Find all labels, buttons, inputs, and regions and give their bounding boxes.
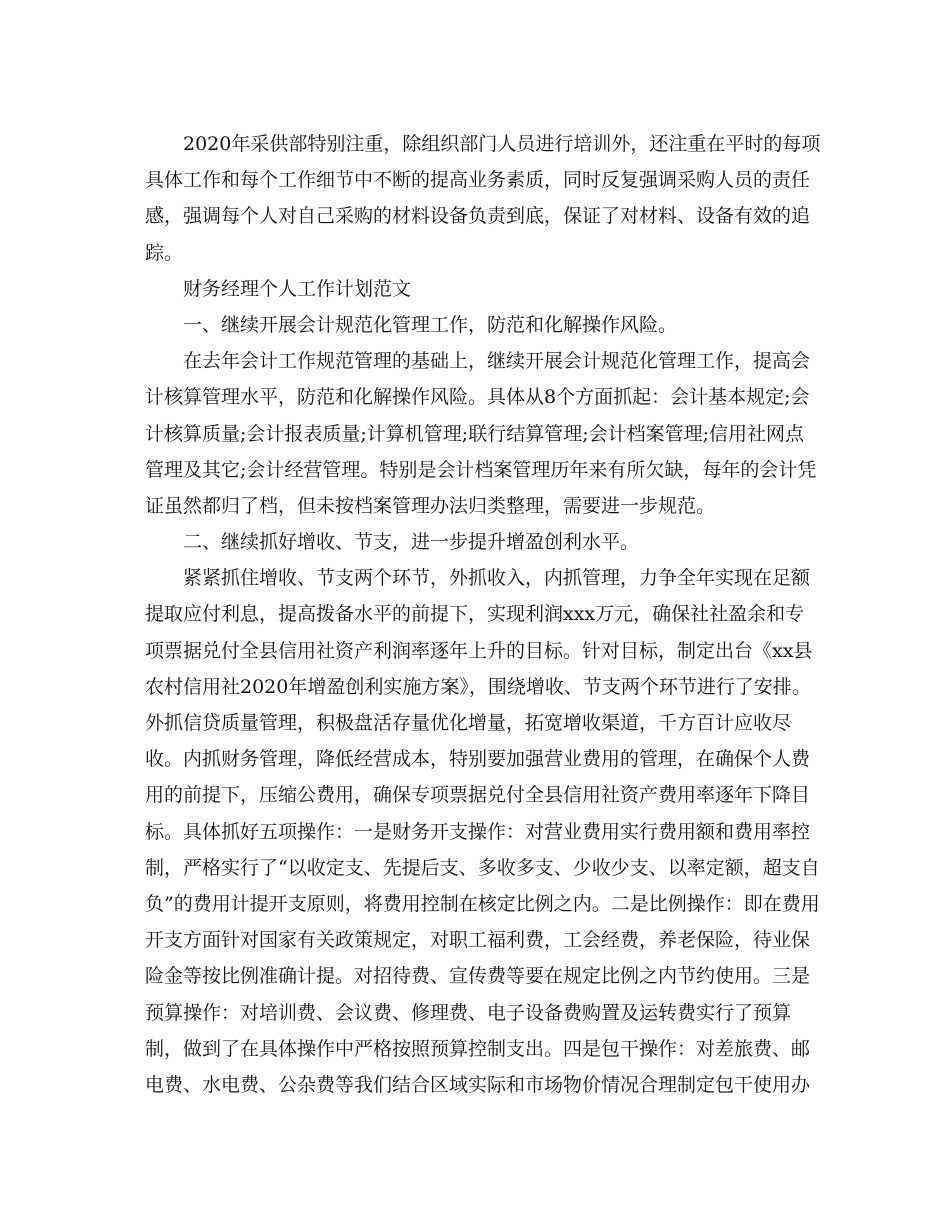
- paragraph-line: 开支方面针对国家有关政策规定，对职工福利费，工会经费，养老保险，待业保: [145, 929, 811, 952]
- section-heading: 一、继续开展会计规范化管理工作，防范和化解操作风险。: [183, 313, 678, 336]
- document-body: [145, 126, 821, 1103]
- paragraph-line: 具体工作和每个工作细节中不断的提高业务素质，同时反复强调采购人员的责任: [145, 169, 811, 192]
- paragraph-line: 收。内抓财务管理，降低经营成本，特别要加强营业费用的管理，在确保个人费: [145, 748, 811, 771]
- paragraph-line: 计核算质量;会计报表质量;计算机管理;联行结算管理;会计档案管理;信用社网点: [145, 422, 805, 445]
- paragraph-line: 证虽然都归了档，但未按档案管理办法归类整理，需要进一步规范。: [145, 494, 716, 517]
- paragraph-line: 标。具体抓好五项操作：一是财务开支操作：对营业费用实行费用额和费用率控: [145, 820, 811, 843]
- paragraph-line: 管理及其它;会计经营管理。特别是会计档案管理历年来有所欠缺，每年的会计凭: [145, 458, 817, 481]
- paragraph-line: 项票据兑付全县信用社资产利润率逐年上升的目标。针对目标，制定出台《xx县: [145, 639, 813, 662]
- paragraph-line: 电费、水电费、公杂费等我们结合区域实际和市场物价情况合理制定包干使用办: [145, 1073, 811, 1096]
- paragraph-line: 紧紧抓住增收、节支两个环节，外抓收入，内抓管理，力争全年实现在足额: [183, 567, 811, 590]
- paragraph-line: 外抓信贷质量管理，积极盘活存量优化增量，拓宽增收渠道，千方百计应收尽: [145, 712, 792, 734]
- paragraph-line: 农村信用社2020年增盈创利实施方案》，围绕增收、节支两个环节进行了安排。: [145, 675, 811, 698]
- paragraph-line: 负”的费用计提开支原则，将费用控制在核定比例之内。二是比例操作：即在费用: [145, 892, 820, 915]
- paragraph-line: 在去年会计工作规范管理的基础上，继续开展会计规范化管理工作，提高会: [183, 350, 811, 373]
- paragraph-line: 踪。: [145, 241, 184, 264]
- paragraph-line: 险金等按比例准确计提。对招待费、宣传费等要在规定比例之内节约使用。三是: [145, 965, 811, 988]
- paragraph-line: 计核算管理水平，防范和化解操作风险。具体从8个方面抓起：会计基本规定;会: [145, 386, 810, 409]
- paragraph-line: 用的前提下，压缩公费用，确保专项票据兑付全县信用社资产费用率逐年下降目: [145, 784, 811, 807]
- paragraph-line: 预算操作：对培训费、会议费、修理费、电子设备费购置及运转费实行了预算: [145, 1001, 792, 1024]
- section-heading: 二、继续抓好增收、节支，进一步提升增盈创利水平。: [183, 531, 640, 554]
- paragraph-line: 2020年采供部特别注重，除组织部门人员进行培训外，还注重在平时的每项: [183, 133, 821, 155]
- paragraph-line: 感，强调每个人对自己采购的材料设备负责到底，保证了对材料、设备有效的追: [145, 205, 811, 228]
- section-title: 财务经理个人工作计划范文: [183, 277, 412, 300]
- paragraph-line: 提取应付利息，提高拨备水平的前提下，实现利润xxx万元，确保社社盈余和专: [145, 603, 805, 626]
- paragraph-line: 制，做到了在具体操作中严格按照预算控制支出。四是包干操作：对差旅费、邮: [145, 1037, 811, 1060]
- paragraph-line: 制，严格实行了“以收定支、先提后支、多收多支、少收少支、以率定额，超支自: [145, 856, 820, 879]
